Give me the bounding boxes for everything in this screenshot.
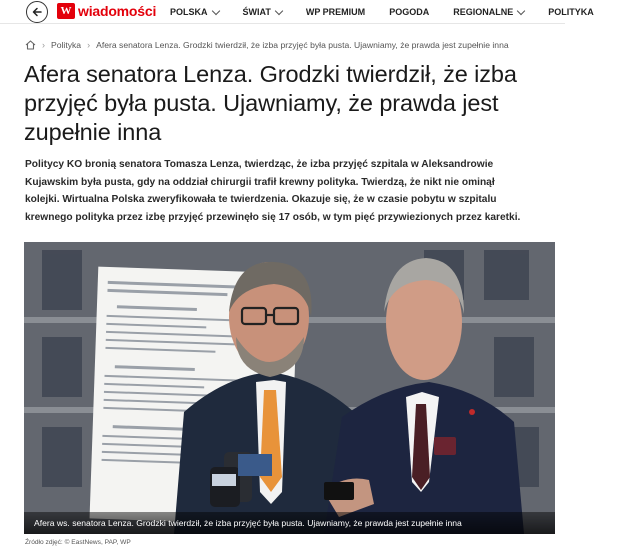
- chevron-down-icon: [517, 6, 525, 14]
- nav-item-swiat[interactable]: [243, 7, 282, 17]
- photo-source: Źródło zdjęć: © EastNews, PAP, WP: [25, 539, 131, 546]
- nav-item-label: ŚWIAT: [242, 7, 271, 17]
- logo-mark: W: [57, 3, 75, 19]
- nav-item-label: POLSKA: [170, 7, 208, 17]
- breadcrumb: [25, 40, 509, 50]
- nav-item-label: POGODA: [389, 7, 430, 17]
- breadcrumb-current: Afera senatora Lenza. Grodzki twierdził, że izba przyjęć była pusta. Ujawniamy, że prawda jest zupełnie inna: [96, 40, 509, 50]
- breadcrumb-section-link[interactable]: Polityka: [51, 40, 82, 50]
- nav-item-pogoda[interactable]: [389, 7, 429, 17]
- breadcrumb-separator: ›: [42, 40, 45, 50]
- nav-item-regionalne[interactable]: [453, 7, 524, 17]
- chevron-down-icon: [211, 6, 219, 14]
- nav-item-wp-premium[interactable]: [306, 7, 365, 17]
- article-lead: Politycy KO bronią senatora Tomasza Lenza, twierdząc, że izba przyjęć szpitala w Aleksandrowie Kujawskim była pusta, gdy na oddział chirurgii trafił krewny polityka. Twierdzą, że nikt nie ominął kolejki. Wirtualna Polska zweryfikowała te twierdzenia. Okazuje się, że w czasie pobytu w szpitalu krewnego polityka przez izbę przyjęć przewinęło się 17 osób, w tym pięć przywiezionych przez karetki.: [25, 159, 521, 223]
- nav-item-label: WP PREMIUM: [305, 7, 366, 17]
- nav-item-polityka[interactable]: [548, 7, 594, 17]
- arrow-left-icon: [31, 6, 43, 18]
- breadcrumb-separator: ›: [87, 40, 91, 50]
- article-photo[interactable]: [24, 242, 555, 534]
- photo-illustration: [24, 242, 555, 534]
- article-title: Afera senatora Lenza. Grodzki twierdził, że izba przyjęć była pusta. Ujawniamy, że prawda jest zupełnie inna: [24, 61, 517, 145]
- photo-caption: Afera ws. senatora Lenza. Grodzki twierdził, że izba przyjęć była pusta. Ujawniamy, że prawda jest zupełnie inna: [24, 512, 555, 534]
- home-icon[interactable]: [25, 40, 36, 50]
- main-nav: [170, 0, 618, 24]
- nav-item-label: POLITYKA: [548, 7, 594, 17]
- chevron-down-icon: [275, 6, 283, 14]
- back-button[interactable]: [26, 1, 48, 23]
- logo-text: wiadomości: [78, 3, 157, 19]
- site-logo[interactable]: [57, 3, 156, 19]
- nav-item-polska[interactable]: [170, 7, 219, 17]
- nav-item-label: REGIONALNE: [453, 7, 514, 17]
- top-navigation-bar: [0, 0, 594, 24]
